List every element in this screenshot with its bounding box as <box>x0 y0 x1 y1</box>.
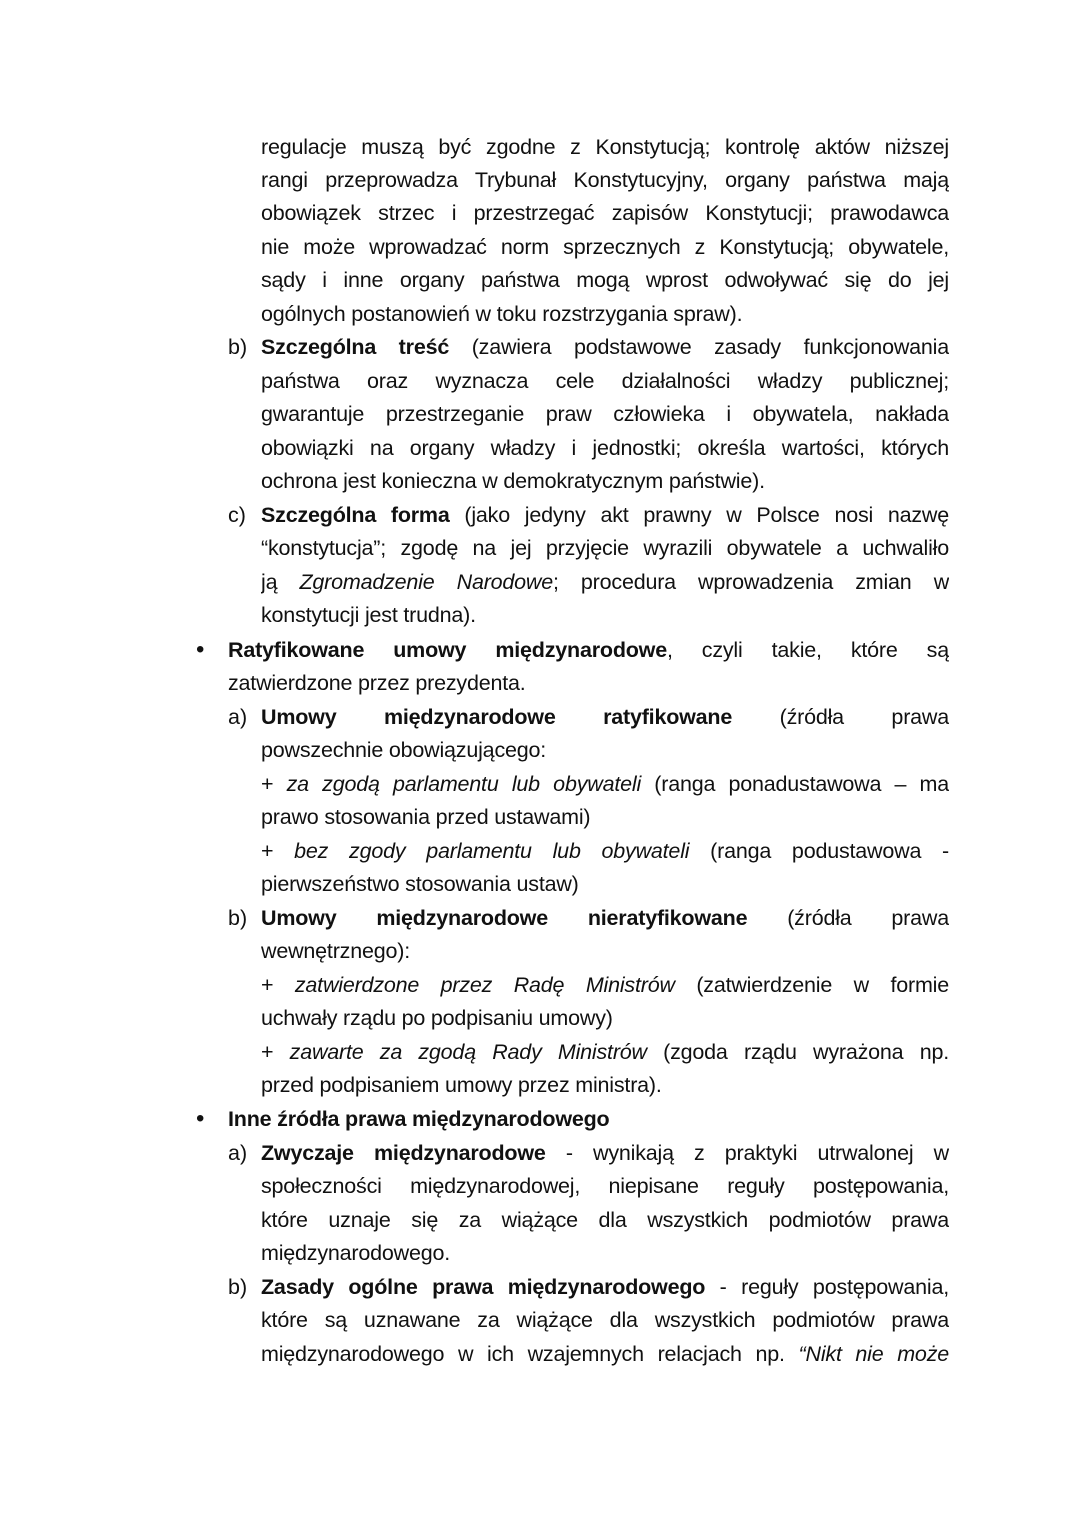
text-span: (źródła prawa <box>732 705 949 729</box>
text-line: prawo stosowania przed ustawami) <box>261 805 591 829</box>
term-heading: Inne źródła prawa międzynarodowego <box>228 1107 610 1131</box>
text-span: międzynarodowego w ich wzajemnych relacjach np. <box>261 1342 799 1366</box>
text-line <box>261 499 949 532</box>
text-line <box>261 835 949 868</box>
text-line <box>261 969 949 1002</box>
text-span: ją <box>261 570 300 594</box>
text-line <box>261 1338 949 1371</box>
text-line <box>261 701 949 734</box>
text-line: międzynarodowego. <box>261 1241 451 1265</box>
term-heading: Umowy międzynarodowe ratyfikowane <box>261 705 733 729</box>
text-line <box>261 1137 949 1170</box>
italic-quote: “Nikt nie może <box>798 1342 949 1366</box>
text-line: obowiązki na organy władzy i jednostki; określa wartości, których <box>261 436 949 460</box>
italic-term: zatwierdzone przez Radę Ministrów <box>294 973 675 997</box>
text-line: rangi przeprowadza Trybunał Konstytucyjny, organy państwa mają <box>261 168 949 192</box>
text-line: “konstytucja”; zgodę na jej przyjęcie wyrazili obywatele a uchwaliło <box>261 536 949 560</box>
text-span: - wynikają z praktyki utrwalonej w <box>545 1141 949 1165</box>
text-line: społeczności międzynarodowej, niepisane reguły postępowania, <box>261 1174 949 1198</box>
list-marker: b) <box>228 906 248 930</box>
text-line <box>261 331 949 364</box>
list-marker: a) <box>228 705 248 729</box>
text-line: które uznaje się za wiążące dla wszystkich podmiotów prawa <box>261 1208 949 1232</box>
term-heading: Zasady ogólne prawa międzynarodowego <box>261 1275 706 1299</box>
term-heading: Umowy międzynarodowe nieratyfikowane <box>261 906 748 930</box>
plus-marker: + <box>261 973 295 997</box>
italic-term: za zgodą parlamentu lub obywateli <box>286 772 642 796</box>
italic-term: Zgromadzenie Narodowe <box>299 570 554 594</box>
text-line: przed podpisaniem umowy przez ministra). <box>261 1073 662 1097</box>
text-line <box>228 1103 949 1136</box>
text-line: które są uznawane za wiążące dla wszystkich podmiotów prawa <box>261 1308 949 1332</box>
text-span: (ranga ponadustawowa – ma <box>641 772 949 796</box>
list-marker: b) <box>228 335 248 359</box>
text-line: wewnętrznego): <box>261 939 410 963</box>
text-line: państwa oraz wyznacza cele działalności władzy publicznej; <box>261 369 949 393</box>
text-line <box>261 902 949 935</box>
plus-marker: + <box>261 772 287 796</box>
list-marker: b) <box>228 1275 248 1299</box>
text-span: (ranga podustawowa - <box>689 839 949 863</box>
plus-marker: + <box>261 1040 290 1064</box>
term-heading: Zwyczaje międzynarodowe <box>261 1141 546 1165</box>
text-line <box>261 1036 949 1069</box>
italic-term: zawarte za zgodą Rady Ministrów <box>289 1040 647 1064</box>
text-line: gwarantuje przestrzeganie praw człowieka i obywatela, nakłada <box>261 402 949 426</box>
text-span: - reguły postępowania, <box>705 1275 949 1299</box>
text-line <box>261 566 949 599</box>
text-line <box>261 1271 949 1304</box>
text-span: (źródła prawa <box>747 906 949 930</box>
text-line: zatwierdzone przez prezydenta. <box>228 671 526 695</box>
list-marker: a) <box>228 1141 248 1165</box>
text-line <box>228 634 949 667</box>
italic-term: bez zgody parlamentu lub obywateli <box>294 839 690 863</box>
text-line: ogólnych postanowień w toku rozstrzygania spraw). <box>261 302 743 326</box>
text-span: (zatwierdzenie w formie <box>674 973 949 997</box>
term-heading: Szczególna forma <box>261 503 450 527</box>
list-marker: c) <box>228 503 246 527</box>
text-line: konstytucji jest trudna). <box>261 603 476 627</box>
text-line: pierwszeństwo stosowania ustaw) <box>261 872 579 896</box>
text-line: powszechnie obowiązującego: <box>261 738 547 762</box>
text-line: nie może wprowadzać norm sprzecznych z Konstytucją; obywatele, <box>261 235 949 259</box>
term-heading: Ratyfikowane umowy międzynarodowe <box>228 638 667 662</box>
bullet-icon: • <box>196 1105 205 1132</box>
text-span: (zawiera podstawowe zasady funkcjonowania <box>449 335 949 359</box>
bullet-icon: • <box>196 636 205 663</box>
text-line: sądy i inne organy państwa mogą wprost odwoływać się do jej <box>261 268 949 292</box>
text-line: uchwały rządu po podpisaniu umowy) <box>261 1006 613 1030</box>
plus-marker: + <box>261 839 295 863</box>
text-line: ochrona jest konieczna w demokratycznym państwie). <box>261 469 765 493</box>
term-heading: Szczególna treść <box>261 335 450 359</box>
text-line: regulacje muszą być zgodne z Konstytucją; kontrolę aktów niższej <box>261 135 949 159</box>
text-line <box>261 768 949 801</box>
text-span: ; procedura wprowadzenia zmian w <box>553 570 949 594</box>
text-span: (jako jedyny akt prawny w Polsce nosi nazwę <box>449 503 949 527</box>
text-span: (zgoda rządu wyrażona np. <box>646 1040 949 1064</box>
text-span: , czyli takie, które są <box>666 638 949 662</box>
text-line: obowiązek strzec i przestrzegać zapisów Konstytucji; prawodawca <box>261 201 949 225</box>
